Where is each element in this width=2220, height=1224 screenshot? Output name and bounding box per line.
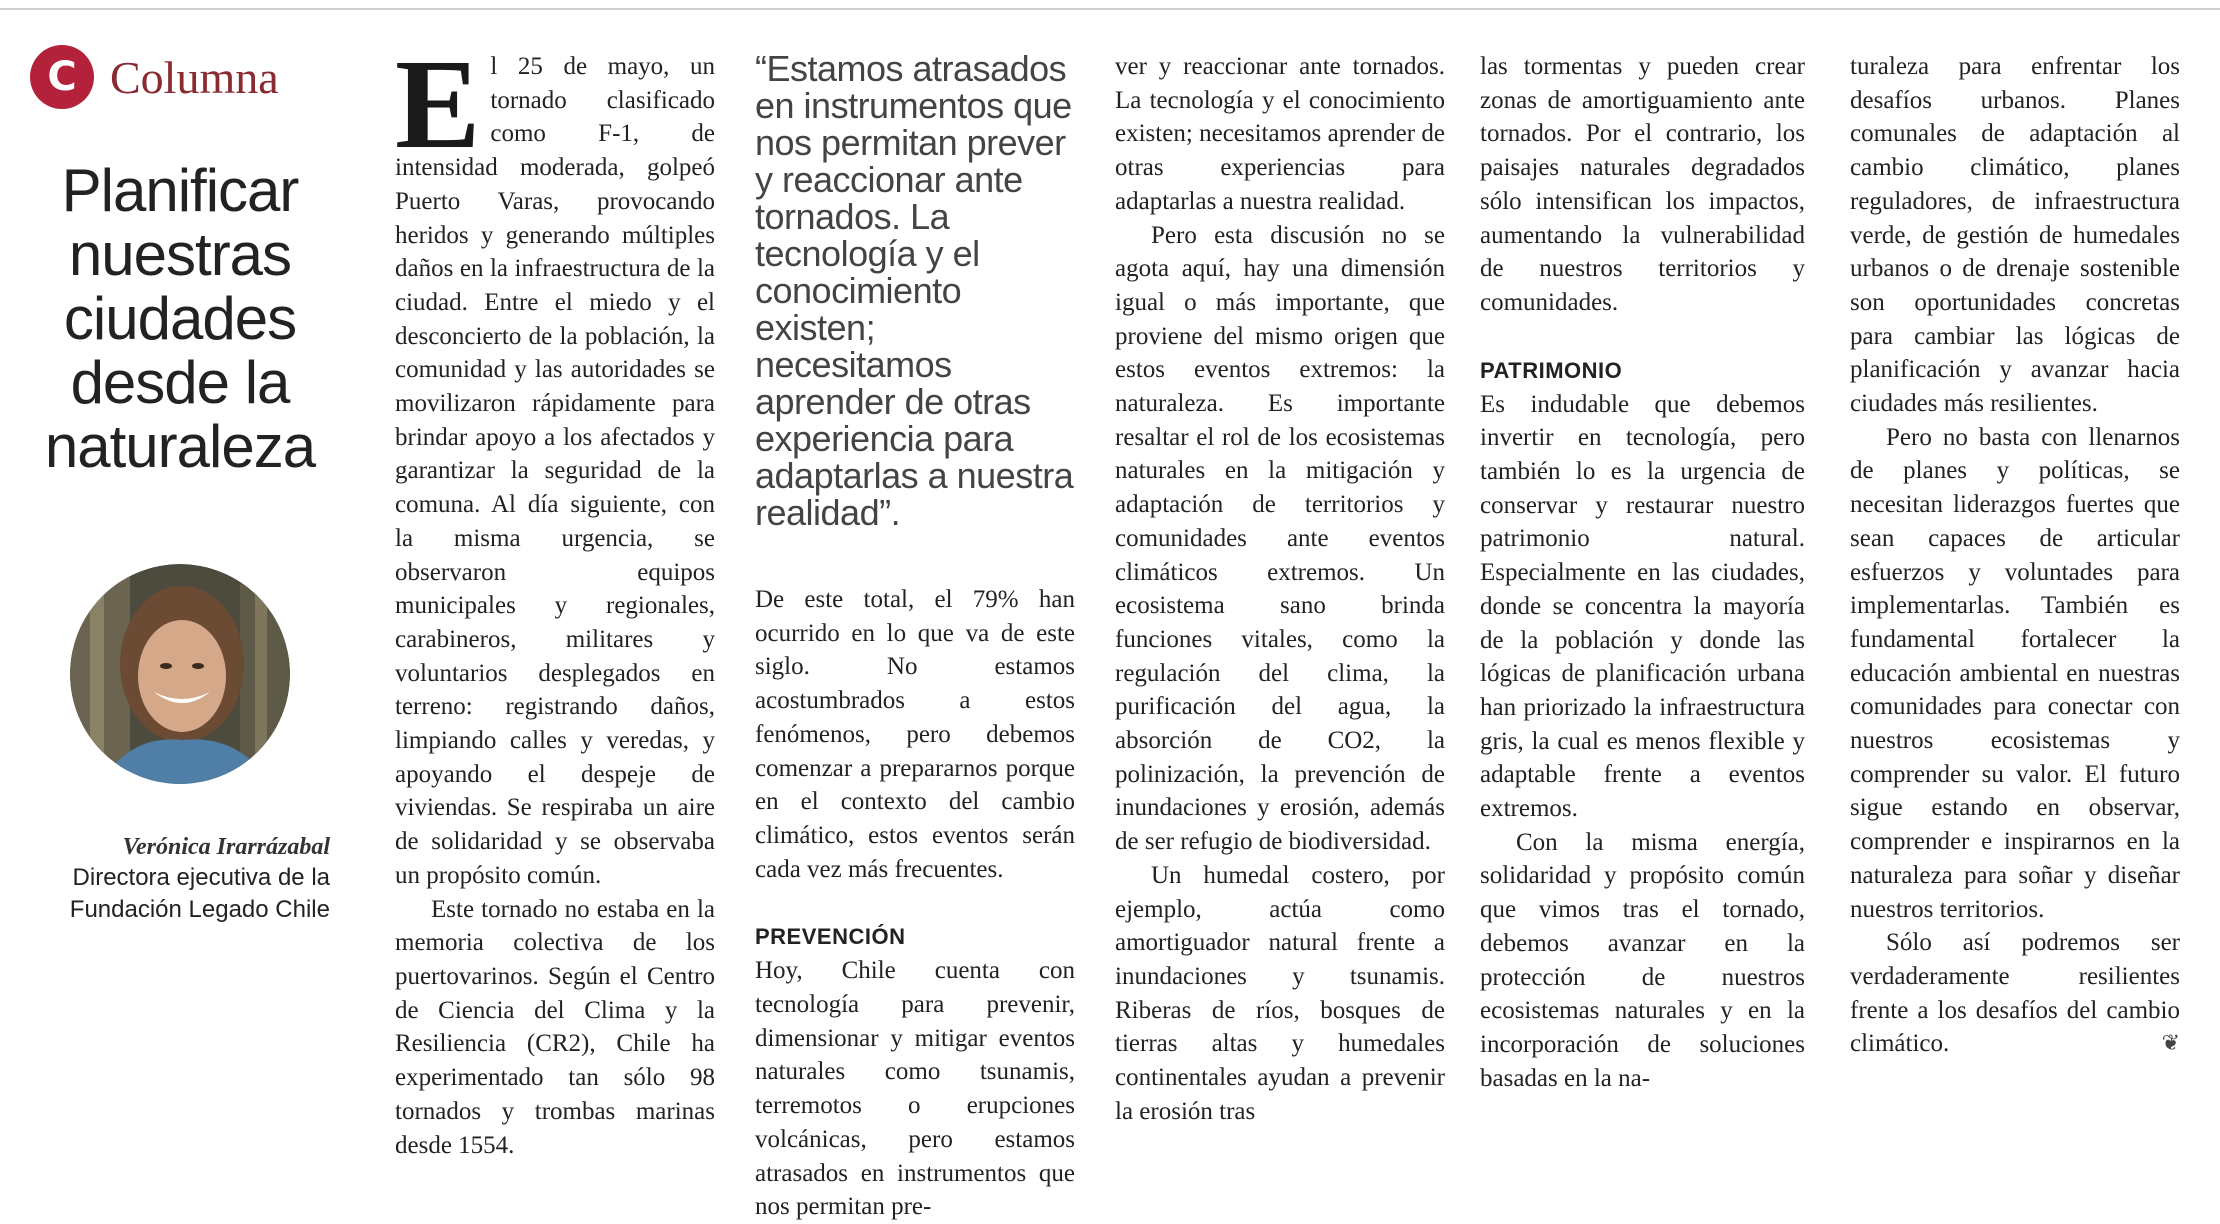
paragraph-10 [1850, 926, 2180, 1061]
paragraph-5: Pero esta discusión no se agota aquí, hay una dimensión igual o más importante, que proviene del mismo origen que estos eventos extremos: la naturaleza. Es importante resaltar el rol de los ecosistemas naturales en la mitigación y adaptación de territorios y comunidades ante eventos climáticos extremos. Un ecosistema sano brinda funciones vitales, como la regulación del clima, la purificación del agua, la absorción de CO2, la polinización, la prevención de inundaciones y erosión, además de ser refugio de biodiversidad. [1115, 221, 1445, 856]
author-role: Directora ejecutiva de la Fundación Legado Chile [69, 864, 330, 923]
article-column-3 [1115, 50, 1445, 1129]
pull-quote: “Estamos atrasados en instrumentos que nos permitan prever y reaccionar ante tornados. La tecnología y el conocimiento existen; necesitamos aprender de otras experiencia para adaptarlas a nuestra realidad”. [755, 48, 1074, 533]
section-badge-icon: C [30, 45, 94, 109]
paragraph-8-continued: turaleza para enfrentar los desafíos urbanos. Planes comunales de adaptación al cambio climático, planes reguladores, de infraestructura verde, de gestión de humedales urbanos o de drenaje sostenible son oportunidades concretas para cambiar las lógicas de planificación y avanzar hacia ciudades más resilientes. [1850, 53, 2180, 418]
article-column-1 [395, 33, 715, 1162]
headline: Planificar nuestras ciudades desde la naturaleza [44, 157, 316, 480]
drop-cap: E [395, 33, 481, 175]
subhead-patrimonio: PATRIMONIO [1480, 357, 1623, 383]
top-rule [0, 8, 2220, 10]
article-column-5 [1850, 50, 2180, 1061]
paragraph-7: Es indudable que debemos invertir en tecnología, pero también lo es la urgencia de conservar y restaurar nuestro patrimonio natural. Especialmente en las ciudades, donde se concentra la mayoría de la población y donde las lógicas de planificación urbana han priorizado la infraestructura gris, la cual es menos flexible y adaptable frente a eventos extremos. [1480, 390, 1805, 823]
article-column-4 [1480, 50, 1805, 1095]
paragraph-10-text: Sólo así podremos ser verdaderamente resilientes frente a los desafíos del cambio climático. [1850, 929, 2180, 1058]
subhead-prevencion: PREVENCIÓN [755, 924, 906, 950]
paragraph-8: Con la misma energía, solidaridad y propósito común que vimos tras el tornado, debemos avanzar en la protección de nuestros ecosistemas naturales y en la incorporación de soluciones basadas en la na- [1480, 828, 1805, 1092]
paragraph-1 [395, 33, 715, 893]
end-mark-icon: ❦ [2161, 1031, 2180, 1057]
paragraph-4: Hoy, Chile cuenta con tecnología para prevenir, dimensionar y mitigar eventos naturales como tsunamis, terremotos o erupciones volcánicas, pero estamos atrasados en instrumentos que nos permitan pre- [755, 957, 1075, 1221]
sidebar [30, 45, 330, 926]
article-column-2 [755, 50, 1075, 1224]
section-label: Columna [110, 51, 279, 103]
section-header [30, 45, 330, 109]
paragraph-6: Un humedal costero, por ejemplo, actúa como amortiguador natural frente a inundaciones y tsunamis. Riberas de ríos, bosques de tierras altas y humedales continentales ayudan a prevenir la erosión tras [1115, 861, 1445, 1125]
paragraph-4-continued: ver y reaccionar ante tornados. La tecnología y el conocimiento existen; necesitamos aprender de otras experiencias para adaptarlas a nuestra realidad. [1115, 53, 1445, 215]
paragraph-1-text: l 25 de mayo, un tornado clasificado como F-1, de intensidad moderada, golpeó Puerto Varas, provocando heridos y generando múltiples daños en la infraestructura de la ciudad. Entre el miedo y el desconcierto de la población, la comunidad y las autoridades se movilizaron rápidamente para brindar apoyo a los afectados y garantizar la seguridad de la comuna. Al día siguiente, con la misma urgencia, se observaron equipos municipales y regionales, carabineros, militares y voluntarios desplegados en terreno: registrando daños, limpiando calles y veredas, y apoyando el despeje de viviendas. Se respiraba un aire de solidaridad y se observaba un propósito común. [395, 53, 715, 889]
paragraph-3: De este total, el 79% han ocurrido en lo que va de este siglo. No estamos acostumbrados a estos fenómenos, pero debemos comenzar a prepararnos porque en el contexto del cambio climático, estos eventos serán cada vez más frecuentes. [755, 586, 1075, 883]
author-portrait [70, 564, 290, 784]
paragraph-6-continued: las tormentas y pueden crear zonas de amortiguamiento ante tornados. Por el contrario, los paisajes naturales degradados sólo intensifican los impactos, aumentando la vulnerabilidad de nuestros territorios y comunidades. [1480, 53, 1805, 316]
paragraph-2: Este tornado no estaba en la memoria colectiva de los puertovarinos. Según el Centro de Ciencia del Clima y la Resiliencia (CR2), Chile ha experimentado tan sólo 98 tornados y trombas marinas desde 1554. [395, 895, 715, 1159]
paragraph-9: Pero no basta con llenarnos de planes y políticas, se necesitan liderazgos fuertes que sean capaces de articular esfuerzos y voluntades para implementarlas. También es fundamental fortalecer la educación ambiental en nuestras comunidades para conectar con nuestros ecosistemas y comprender su valor. El futuro sigue estando en observar, comprender e inspirarnos en la naturaleza para soñar y diseñar nuestros territorios. [1850, 423, 2180, 923]
author-name: Verónica Irarrázabal [122, 834, 330, 860]
